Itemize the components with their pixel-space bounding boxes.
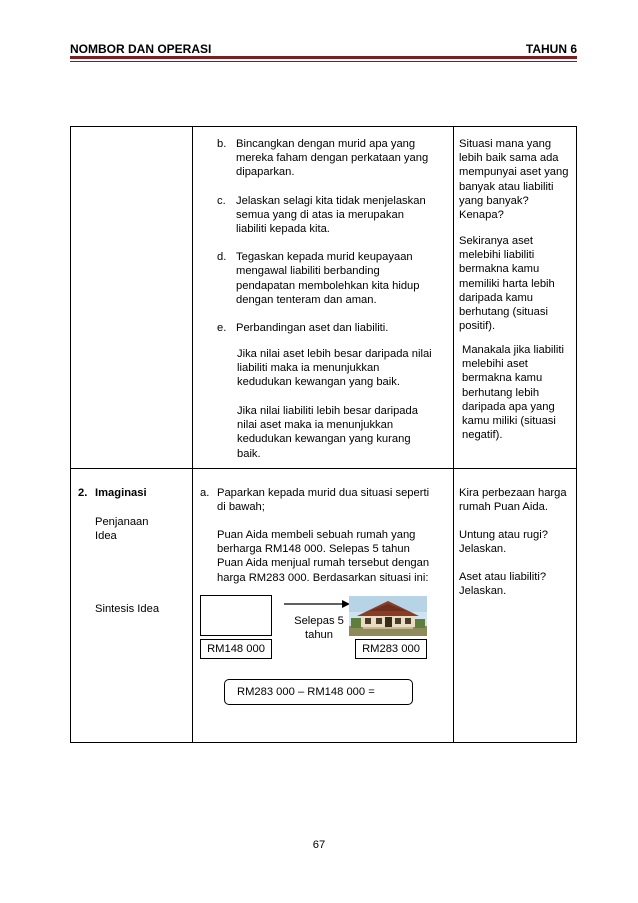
- header-rule: [70, 56, 577, 59]
- price-label-after: RM283 000: [355, 639, 427, 659]
- text-line: liabiliti maka ia menunjukkan: [237, 362, 380, 375]
- text-line: dipaparkan.: [236, 166, 295, 179]
- text-line: di bawah;: [217, 501, 265, 514]
- text-line: berhutang (situasi: [459, 306, 548, 319]
- story-text: [217, 528, 451, 585]
- row1-positive-answer: [459, 234, 574, 333]
- text-line: Kenapa?: [459, 209, 504, 222]
- text-line: liabiliti kepada kita.: [236, 223, 330, 236]
- text-line: bermakna kamu: [459, 263, 540, 276]
- text-line: Sekiranya aset: [459, 235, 534, 247]
- text-line: Perbandingan aset dan liabiliti.: [236, 322, 389, 335]
- text-line: Tegaskan kepada murid keupayaan: [236, 251, 413, 264]
- text-line: negatif).: [462, 429, 503, 442]
- text-line: Puan Aida menjual rumah tersebut dengan: [217, 557, 430, 570]
- list-item: [217, 137, 447, 180]
- text-line: kedudukan kewangan yang kurang: [237, 433, 411, 446]
- text-line: Paparkan kepada murid dua situasi seperti: [217, 487, 430, 499]
- text-line: yang banyak?: [459, 194, 529, 207]
- list-item: [200, 486, 450, 514]
- price-label-before: RM148 000: [200, 639, 272, 659]
- text-line: Puan Aida membeli sebuah rumah yang: [217, 529, 416, 541]
- text-line: Penjanaan: [95, 516, 149, 528]
- text-line: tahun: [305, 629, 333, 642]
- text-line: daripada apa yang: [462, 400, 555, 413]
- text-line: mereka faham dengan perkataan yang: [236, 152, 429, 165]
- header-year: TAHUN 6: [525, 42, 577, 56]
- text-line: pendapatan membolehkan kita hidup: [236, 279, 420, 292]
- text-line: Jika nilai liabiliti lebih besar daripada: [237, 405, 418, 417]
- text-line: melebihi aset: [462, 358, 528, 371]
- text-line: Manakala jika liabiliti: [462, 344, 564, 356]
- text-line: harga RM283 000. Berdasarkan situasi ini:: [217, 571, 429, 584]
- table-row-divider: [70, 468, 577, 469]
- text-line: Jelaskan.: [459, 543, 507, 556]
- text-line: memiliki harta lebih: [459, 277, 555, 290]
- text-line: Kira perbezaan harga: [459, 487, 567, 499]
- note-positive: [237, 347, 449, 390]
- text-line: Jika nilai aset lebih besar daripada nilai: [237, 348, 432, 360]
- list-item: [217, 321, 447, 335]
- text-line: dengan tenteram dan aman.: [236, 293, 377, 306]
- step-subtitle-synthesis: Sintesis Idea: [95, 603, 160, 615]
- list-item: [217, 250, 447, 307]
- text-line: Idea: [95, 530, 117, 543]
- text-line: kamu miliki (situasi: [462, 415, 556, 428]
- text-line: nilai aset maka ia menunjukkan: [237, 419, 394, 432]
- text-line: Aset atau liabiliti?: [459, 571, 547, 583]
- text-line: daripada kamu: [459, 291, 534, 304]
- list-marker: c.: [217, 194, 226, 207]
- step-title: Imaginasi: [95, 487, 147, 499]
- text-line: Untung atau rugi?: [459, 529, 548, 541]
- text-line: banyak atau liabiliti: [459, 180, 554, 193]
- text-line: Jelaskan selagi kita tidak menjelaskan: [236, 194, 426, 207]
- arrow-caption: [283, 614, 355, 642]
- list-marker: b.: [217, 138, 227, 150]
- text-line: bermakna kamu: [462, 372, 543, 385]
- header-subject: NOMBOR DAN OPERASI: [70, 42, 212, 56]
- list-marker: a.: [200, 487, 210, 499]
- text-line: berharga RM148 000. Selepas 5 tahun: [217, 543, 410, 556]
- text-line: baik.: [237, 447, 261, 460]
- equation-box: RM283 000 – RM148 000 =: [224, 679, 413, 705]
- text-line: Selepas 5: [294, 615, 344, 627]
- text-line: lebih baik sama ada: [459, 152, 559, 165]
- text-line: berhutang lebih: [462, 386, 540, 399]
- table-column-divider: [192, 126, 193, 743]
- text-line: melebihi liabiliti: [459, 249, 535, 262]
- list-item: [217, 194, 447, 237]
- table-column-divider: [453, 126, 454, 743]
- row2-question-2: [459, 528, 574, 556]
- text-line: Bincangkan dengan murid apa yang: [236, 138, 416, 150]
- text-line: positif).: [459, 320, 496, 333]
- empty-image-frame: [200, 595, 272, 636]
- text-line: Jelaskan.: [459, 585, 507, 598]
- text-line: Situasi mana yang: [459, 138, 552, 150]
- text-line: semua yang di atas ia merupakan: [236, 208, 404, 221]
- header-rule-thin: [70, 61, 577, 62]
- text-line: rumah Puan Aida.: [459, 501, 548, 514]
- step-number: 2.: [78, 487, 88, 499]
- note-negative: [237, 404, 449, 461]
- text-line: mengawal liabiliti berbanding: [236, 265, 380, 278]
- row1-question: [459, 137, 574, 222]
- list-marker: d.: [217, 251, 227, 264]
- step-subtitle: [95, 515, 149, 543]
- page-number: 67: [312, 839, 326, 851]
- house-image: [349, 596, 427, 636]
- text-line: kedudukan kewangan yang baik.: [237, 376, 400, 389]
- row2-question-3: [459, 570, 574, 598]
- row2-question-1: [459, 486, 574, 514]
- list-marker: e.: [217, 322, 227, 335]
- row1-negative-answer: [462, 343, 575, 442]
- row1-activities: [217, 137, 447, 335]
- text-line: mempunyai aset yang: [459, 166, 569, 179]
- arrow-icon: [282, 598, 352, 610]
